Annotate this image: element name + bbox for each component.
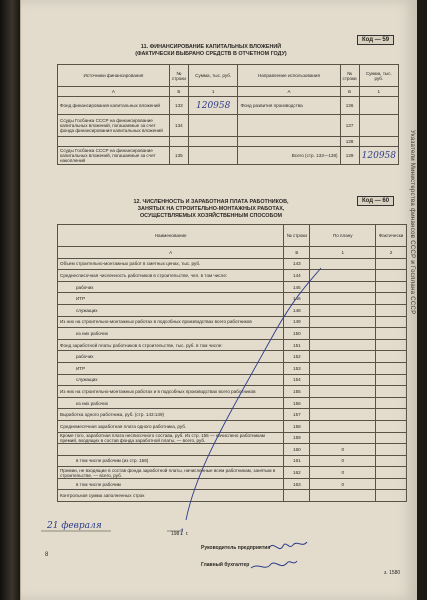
header-sum-right: Сумма, тыс. руб. xyxy=(359,65,398,87)
section12-title: 12. ЧИСЛЕННОСТЬ И ЗАРАБОТНАЯ ПЛАТА РАБОТНИКОВ, ЗАНЯТЫХ НА СТРОИТЕЛЬНО-МОНТАЖНЫХ РАБОТАХ, ОСУЩЕСТВЛЯЕМЫХ ХОЗЯЙСТВЕННЫМ СПОСОБОМ xyxy=(133,199,289,219)
header-source: Источники финансирования xyxy=(58,65,170,87)
row-label: Среднемесячная заработная плата одного работника, руб. xyxy=(58,420,284,432)
row-label: служащих xyxy=(58,304,284,316)
page-number: 8 xyxy=(45,552,49,558)
row-number: 135 xyxy=(169,147,188,165)
col-letter: Б xyxy=(340,87,359,97)
row-number: 138 xyxy=(340,137,359,147)
row-number: 155 xyxy=(284,386,310,398)
row-plan: 0 xyxy=(310,478,376,490)
row-number: 159 xyxy=(284,432,310,444)
handwritten-date: 21 февраля xyxy=(47,521,102,531)
row-plan: 0 xyxy=(310,444,376,456)
row-label: Ссуды Госбанка СССР на финансирование капитальных вложений, погашаемые за счет фонда финансирования капитальных вложений xyxy=(58,115,170,137)
row-number: 154 xyxy=(284,374,310,386)
row-number: 163 xyxy=(284,478,310,490)
row-number: 137 xyxy=(340,115,359,137)
row-value: 120958 xyxy=(359,147,398,165)
row-label: рабочих xyxy=(58,351,284,363)
row-label: ИТР xyxy=(58,293,284,305)
header-name: Наименование xyxy=(58,225,284,247)
row-label: Выработка одного работника, руб. (стр. 143:149) xyxy=(58,409,284,421)
form-page xyxy=(20,0,417,600)
header-rownum: № строки xyxy=(284,225,310,247)
row-label: из них рабочих xyxy=(58,397,284,409)
row-number: 161 xyxy=(284,455,310,467)
row-number: 148 xyxy=(284,304,310,316)
col-letter: А xyxy=(58,87,170,97)
row-number: 156 xyxy=(284,397,310,409)
header-direction: Направление использования xyxy=(238,65,340,87)
row-label: Фонд развития производства xyxy=(238,97,340,115)
row-number: 158 xyxy=(284,420,310,432)
row-number: 151 xyxy=(284,339,310,351)
row-number: 162 xyxy=(284,467,310,479)
header-sum: Сумма, тыс. руб. xyxy=(188,65,238,87)
row-label: Из них на строительно-монтажных работах в подсобных производствах всего работников xyxy=(58,316,284,328)
row-label: Среднесписочная численность работников в строительстве, чел. в том числе: xyxy=(58,270,284,282)
row-label: ИТР xyxy=(58,362,284,374)
col-letter: Б xyxy=(169,87,188,97)
row-label: Фонд финансирования капитальных вложений xyxy=(58,97,170,115)
row-number: 143 xyxy=(284,258,310,270)
row-plan: 0 xyxy=(310,467,376,479)
control-sum-label: Контрольная сумма заполненных строк xyxy=(58,490,284,502)
year-line: 1981 г. xyxy=(171,528,189,537)
row-number: 136 xyxy=(340,97,359,115)
col-letter: А xyxy=(58,247,284,259)
section12-code: Код — 60 xyxy=(357,196,394,206)
accountant-signature xyxy=(251,561,297,568)
header-fact: Фактически xyxy=(376,225,407,247)
row-number: 145 xyxy=(284,281,310,293)
head-label: Руководитель предприятия xyxy=(201,545,271,551)
side-caption: Указатели Министерства финансов СССР и Госплана СССР xyxy=(409,130,415,315)
col-letter: А xyxy=(238,87,340,97)
row-number: 139 xyxy=(340,147,359,165)
row-number: 160 xyxy=(284,444,310,456)
row-number: 134 xyxy=(169,115,188,137)
row-number: 144 xyxy=(284,270,310,282)
binder-edge xyxy=(0,0,20,600)
col-letter: 2 xyxy=(376,247,407,259)
row-label: Объем строительно-монтажных работ в сметных ценах, тыс. руб. xyxy=(58,258,284,270)
header-rownum-right: № строки xyxy=(340,65,359,87)
row-label: из них рабочих xyxy=(58,328,284,340)
row-label: Фонд заработной платы работников в строительстве, тыс. руб. в том числе: xyxy=(58,339,284,351)
row-label: служащих xyxy=(58,374,284,386)
row-number: 150 xyxy=(284,328,310,340)
row-label: Кроме того, заработная плата несписочного состава, руб. Из стр. 155 — начислено работникам премий, входящих в состав фонда заработной платы, — всего, руб. xyxy=(58,432,284,444)
row-value: 120958 xyxy=(188,97,238,115)
row-number: 153 xyxy=(284,362,310,374)
cancel-stroke xyxy=(186,268,321,520)
row-label: рабочих xyxy=(58,281,284,293)
section11-code: Код — 59 xyxy=(357,35,394,45)
row-number: 146 xyxy=(284,293,310,305)
head-signature xyxy=(269,542,307,549)
col-letter: 1 xyxy=(310,247,376,259)
col-letter: Б xyxy=(284,247,310,259)
row-label: Ссуды Госбанка СССР на финансирование капитальных вложений, погашаемые за счет накоплений xyxy=(58,147,170,165)
section11-title: 11. ФИНАНСИРОВАНИЕ КАПИТАЛЬНЫХ ВЛОЖЕНИЙ (ФАКТИЧЕСКИ ВЫБРАНО СРЕДСТВ В ОТЧЕТНОМ ГОДУ) xyxy=(135,44,287,57)
ink-strokes xyxy=(21,0,417,600)
row-label: Премии, не входящие в состав фонда заработной платы, начисленные всем работникам, занятым в строительстве, — всего, руб. xyxy=(58,467,284,479)
row-label: Из них на строительно-монтажных работах и в подсобных производствах всего работников xyxy=(58,386,284,398)
row-label: Всего (стр. 133—138) xyxy=(238,147,340,165)
row-number: 149 xyxy=(284,316,310,328)
row-number: 152 xyxy=(284,351,310,363)
row-number: 133 xyxy=(169,97,188,115)
row-label: в том числе рабочим xyxy=(58,478,284,490)
col-letter: 1 xyxy=(188,87,238,97)
row-plan: 0 xyxy=(310,455,376,467)
header-plan: По плану xyxy=(310,225,376,247)
accountant-label: Главный бухгалтер xyxy=(201,562,250,568)
col-letter: 1 xyxy=(359,87,398,97)
header-rownum: № строки xyxy=(169,65,188,87)
order-number: з. 1580 xyxy=(384,570,401,576)
row-label: в том числе рабочим (из стр. 156) xyxy=(58,455,284,467)
row-number: 157 xyxy=(284,409,310,421)
